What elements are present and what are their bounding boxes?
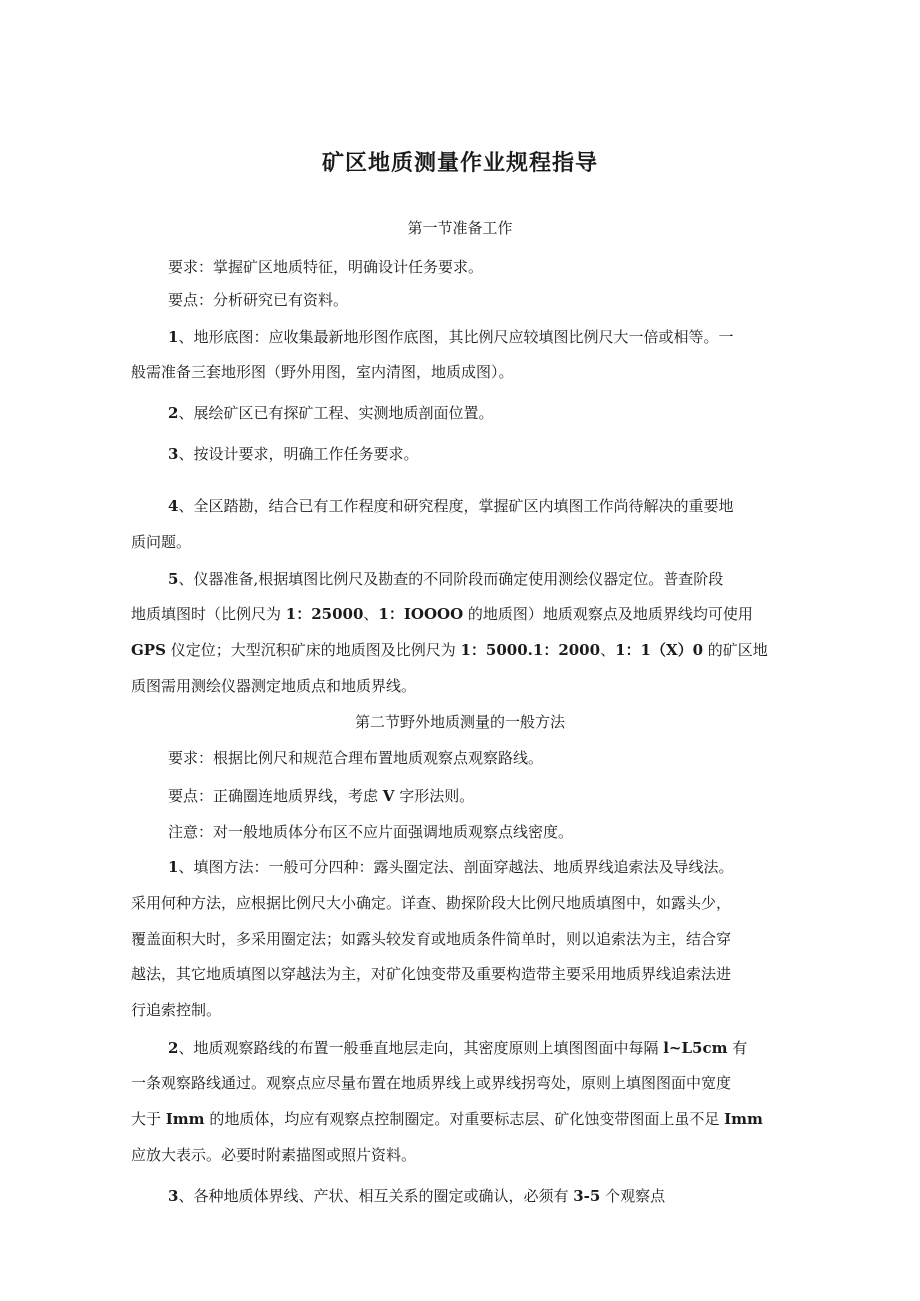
item-text: 、按设计要求，明确工作任务要求。: [178, 445, 419, 463]
key-point-text: [168, 786, 474, 806]
item-number: 4: [168, 497, 179, 515]
text-run: 个观察点: [600, 1187, 666, 1205]
size-value: Imm: [165, 1110, 205, 1128]
text-run: 的地质图）地质观察点及地质界线均可使用: [463, 605, 753, 623]
v-letter: V: [382, 787, 395, 805]
item-5-line-3: [131, 640, 768, 660]
item-5-line-2: [131, 604, 753, 624]
count-value: 3-5: [573, 1187, 601, 1205]
item-2-line-1: [168, 403, 493, 423]
item-number: 5: [168, 570, 179, 588]
scale-value: 1：5000.1：2000: [460, 641, 601, 659]
text-run: 、: [363, 605, 379, 623]
item-3-line-1: [168, 444, 418, 464]
text-run: 、地质观察路线的布置一般垂直地层走向，其密度原则上填图图面中每隔: [178, 1039, 664, 1057]
item-text: 、仪器准备,根据填图比例尺及勘查的不同阶段而确定使用测绘仪器定位。普查阶段: [178, 570, 724, 588]
scale-value: 1：25000: [285, 605, 364, 623]
size-value: Imm: [724, 1110, 763, 1128]
gps-term: GPS: [131, 641, 166, 659]
requirement-text: 要求：掌握矿区地质特征，明确设计任务要求。: [168, 258, 484, 276]
text-run: 地质填图时（比例尺为: [131, 605, 286, 623]
item-text: 、地形底图：应收集最新地形图作底图，其比例尺应较填图比例尺大一倍或相等。一: [178, 328, 734, 346]
item-1-line-1: [168, 857, 733, 877]
item-5-line-1: [168, 569, 723, 589]
text-run: 大于: [131, 1110, 166, 1128]
item-2-line-2: 一条观察路线通过。观察点应尽量布置在地质界线上或界线拐弯处，原则上填图图面中宽度: [131, 1074, 732, 1092]
key-point-text: 要点：分析研究已有资料。: [168, 291, 349, 309]
item-1-line-4: 越法，其它地质填图以穿越法为主，对矿化蚀变带及重要构造带主要采用地质界线追索法进: [131, 965, 732, 983]
item-number: 3: [168, 445, 179, 463]
item-1-line-5: 行追索控制。: [131, 1001, 222, 1019]
item-2-line-4: 应放大表示。必要时附素描图或照片资料。: [131, 1146, 417, 1164]
item-4-line-2: 质问题。: [131, 533, 192, 551]
item-text: 、展绘矿区已有探矿工程、实测地质剖面位置。: [178, 404, 494, 422]
spacing-value: l~L5cm: [663, 1039, 728, 1057]
text-run: 仪定位；大型沉积矿床的地质图及比例尺为: [165, 641, 461, 659]
text-run: 字形法则。: [394, 787, 475, 805]
item-2-line-3: [131, 1109, 763, 1129]
text-run: 的矿区地: [703, 641, 768, 659]
section-heading-2: 第二节野外地质测量的一般方法: [354, 713, 565, 731]
item-number: 3: [168, 1187, 179, 1205]
text-run: 、各种地质体界线、产状、相互关系的圈定或确认，必须有: [178, 1187, 574, 1205]
scale-value: 1：IOOOO: [378, 605, 464, 623]
item-text: 、填图方法：一般可分四种：露头圈定法、剖面穿越法、地质界线追索法及导线法。: [178, 858, 734, 876]
item-1-line-3: 覆盖面积大时，多采用圈定法；如露头较发育或地质条件简单时，则以追索法为主，结合穿: [131, 930, 732, 948]
scale-value: 1：1（X）0: [615, 641, 704, 659]
item-1-line-2: 般需准备三套地形图（野外用图，室内清图，地质成图）。: [131, 363, 514, 381]
item-4-line-1: [168, 496, 733, 516]
text-run: 的地质体，均应有观察点控制圈定。对重要标志层、矿化蚀变带图面上虽不足: [204, 1110, 725, 1128]
text-run: 、: [600, 641, 616, 659]
requirement-text: 要求：根据比例尺和规范合理布置地质观察点观察路线。: [168, 749, 544, 767]
text-run: 有: [727, 1039, 748, 1057]
item-1-line-1: [168, 327, 733, 347]
item-number: 2: [168, 1039, 179, 1057]
page-title: 矿区地质测量作业规程指导: [321, 151, 598, 176]
item-1-line-2: 采用何种方法，应根据比例尺大小确定。详查、勘探阶段大比例尺地质填图中，如露头少，: [131, 894, 732, 912]
item-text: 、全区踏勘，结合已有工作程度和研究程度，掌握矿区内填图工作尚待解决的重要地: [178, 497, 734, 515]
item-3-line-1: [168, 1186, 665, 1206]
item-number: 2: [168, 404, 179, 422]
section-heading-1: 第一节准备工作: [407, 219, 513, 237]
item-2-line-1: [168, 1038, 747, 1058]
note-text: 注意：对一般地质体分布区不应片面强调地质观察点线密度。: [168, 823, 574, 841]
item-5-line-4: 质图需用测绘仪器测定地质点和地质界线。: [131, 677, 417, 695]
text-run: 要点：正确圈连地质界线，考虑: [168, 787, 383, 805]
item-number: 1: [168, 858, 179, 876]
item-number: 1: [168, 328, 179, 346]
